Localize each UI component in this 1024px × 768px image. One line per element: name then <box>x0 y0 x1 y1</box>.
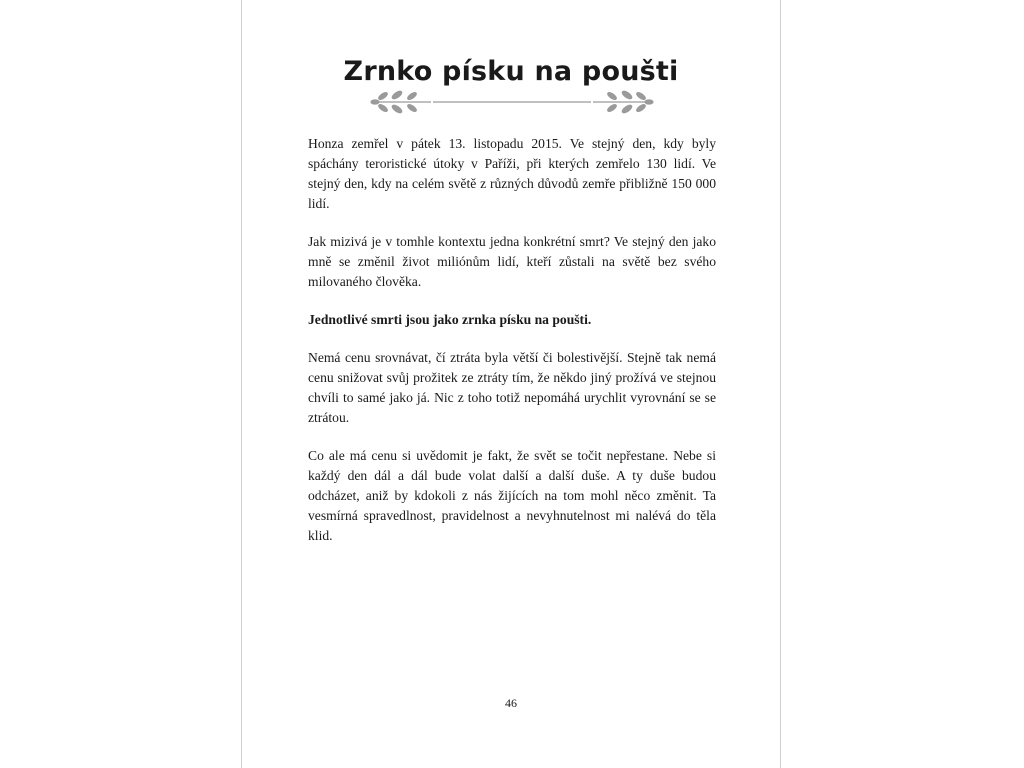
page-number: 46 <box>505 696 517 710</box>
paragraph-bold-statement: Jednotlivé smrti jsou jako zrnka písku na poušti. <box>308 312 592 327</box>
paragraph-4: Nemá cenu srovnávat, čí ztráta byla větší či bolestivější. Stejně tak nemá cenu snižovat svůj prožitek ze ztráty tím, že někdo jiný prožívá ve stejnou chvíli to samé jako já. Nic z toho totiž nepomáhá urychlit vyrovnání se se ztrátou. <box>308 350 716 425</box>
paragraph-1: Honza zemřel v pátek 13. listopadu 2015. Ve stejný den, kdy byly spáchány teroristické útoky v Paříži, při kterých zemřelo 130 lidí. Ve stejný den, kdy na celém světě z různých důvodů zemře přibližně 150 000 lidí. <box>308 136 716 211</box>
book-page <box>241 0 781 768</box>
paragraph-2: Jak mizivá je v tomhle kontextu jedna konkrétní smrt? Ve stejný den jako mně se změnil život miliónům lidí, kteří zůstali na světě bez svého milovaného člověka. <box>308 234 716 289</box>
paragraph-5: Co ale má cenu si uvědomit je fakt, že svět se točit nepřestane. Nebe si každý den dál a dál bude volat další a další duše. A ty duše budou odcházet, aniž by kdokoli z nás žijících na tom mohl něco změnit. Ta vesmírná spravedlnost, pravidelnost a nevyhnutelnost mi nalévá do těla klid. <box>308 448 716 543</box>
laurel-divider-icon <box>369 88 655 116</box>
chapter-body <box>308 134 716 564</box>
chapter-title: Zrnko písku na poušti <box>343 56 679 87</box>
